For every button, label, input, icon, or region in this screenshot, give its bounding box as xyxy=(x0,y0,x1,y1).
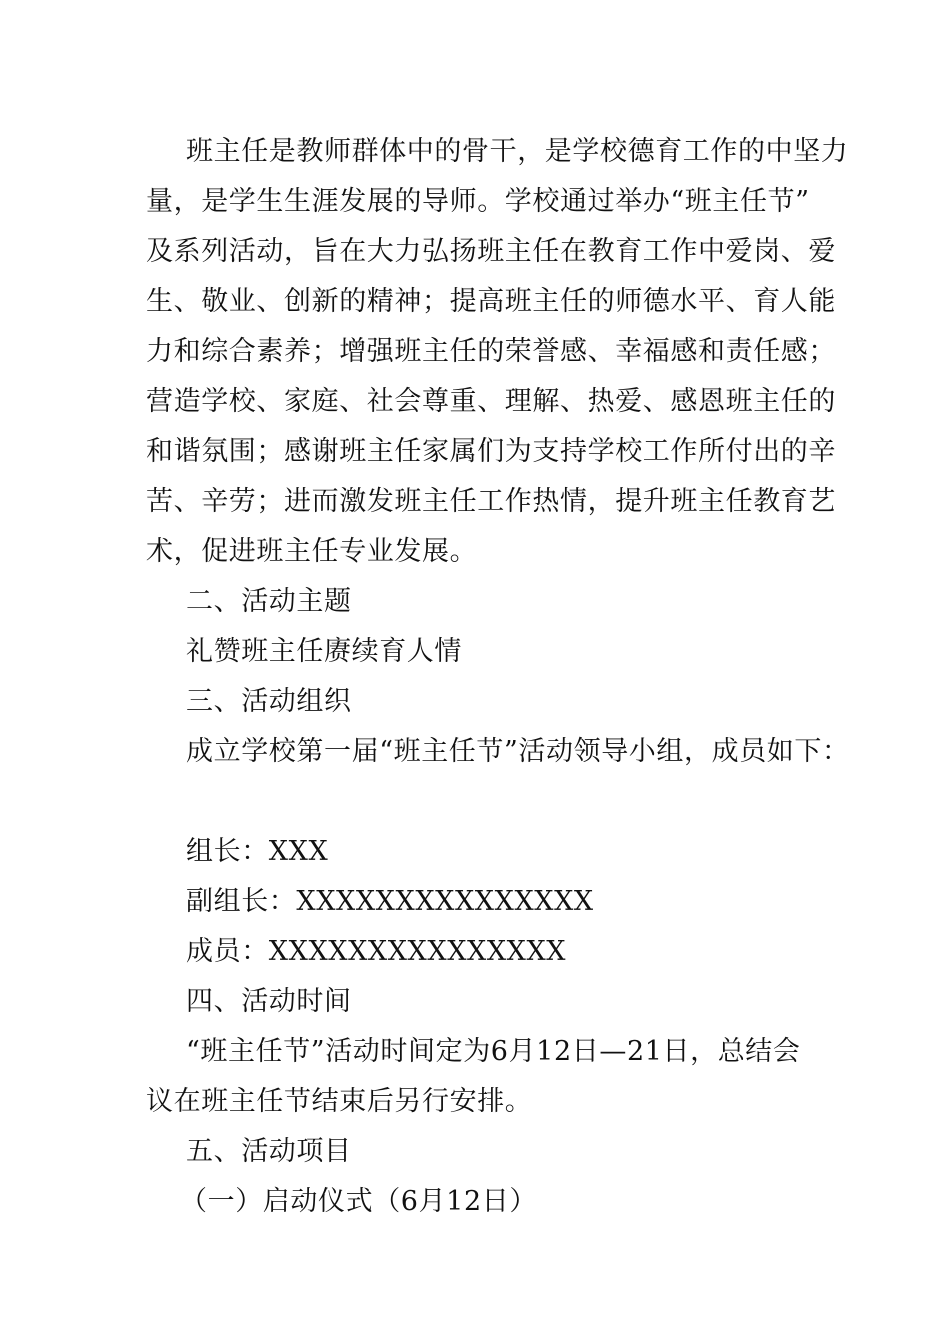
paragraph-line: 力和综合素养；增强班主任的荣誉感、幸福感和责任感； xyxy=(146,336,836,367)
section-content: 成立学校第一届“班主任节”活动领导小组，成员如下： xyxy=(186,736,850,767)
paragraph-line: 苦、辛劳；进而激发班主任工作热情，提升班主任教育艺 xyxy=(146,486,836,517)
paragraph-line: 和谐氛围；感谢班主任家属们为支持学校工作所付出的辛 xyxy=(146,436,836,467)
paragraph-line: “班主任节”活动时间定为6月12日—21日，总结会 xyxy=(186,1036,801,1067)
paragraph-line: 营造学校、家庭、社会尊重、理解、热爱、感恩班主任的 xyxy=(146,386,836,417)
members-line: 成员：XXXXXXXXXXXXXXX xyxy=(186,936,567,967)
section-heading: 二、活动主题 xyxy=(186,586,352,617)
paragraph-line: 生、敬业、创新的精神；提高班主任的师德水平、育人能 xyxy=(146,286,836,317)
paragraph-line: 量，是学生生涯发展的导师。学校通过举办“班主任节” xyxy=(146,186,810,217)
paragraph-line: 术，促进班主任专业发展。 xyxy=(146,536,478,567)
section-heading: 五、活动项目 xyxy=(186,1136,352,1167)
paragraph-line: 班主任是教师群体中的骨干，是学校德育工作的中坚力 xyxy=(186,136,849,167)
paragraph-line: 及系列活动，旨在大力弘扬班主任在教育工作中爱岗、爱 xyxy=(146,236,836,267)
section-heading: 四、活动时间 xyxy=(186,986,352,1017)
leader-line: 组长：XXX xyxy=(186,836,329,867)
section-content: 礼赞班主任赓续育人情 xyxy=(186,636,462,667)
subsection-heading: （一）启动仪式（6月12日） xyxy=(180,1186,537,1217)
deputy-leader-line: 副组长：XXXXXXXXXXXXXXX xyxy=(186,886,594,917)
paragraph-line: 议在班主任节结束后另行安排。 xyxy=(146,1086,533,1117)
section-heading: 三、活动组织 xyxy=(186,686,352,717)
